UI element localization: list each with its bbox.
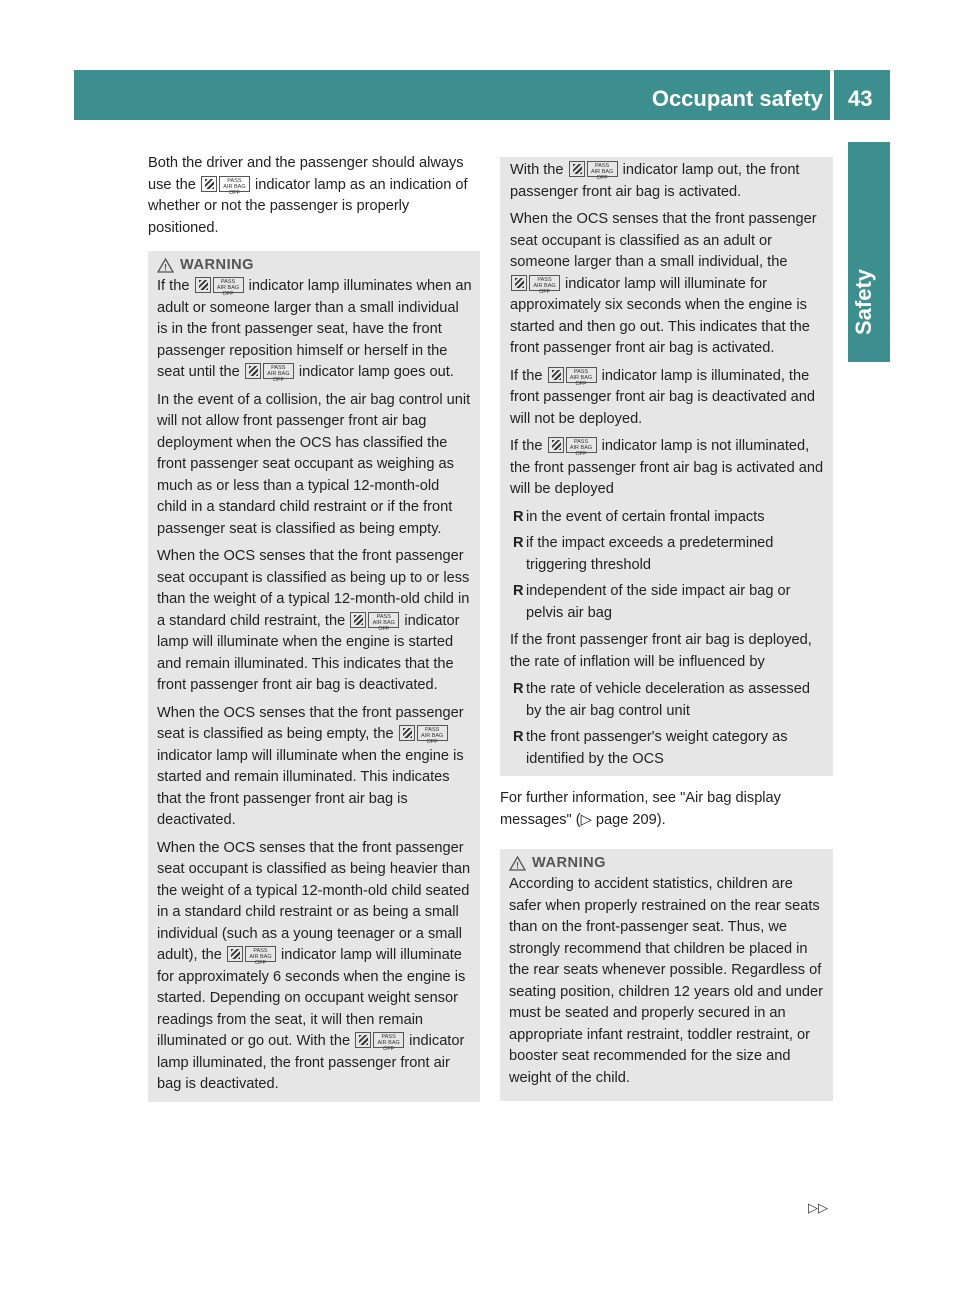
page-title: Occupant safety	[651, 86, 823, 111]
warning-heading: ! WARNING	[509, 855, 825, 871]
pass-air-bag-off-indicator-icon: PASS AIR BAG OFF	[511, 275, 560, 291]
pass-air-bag-off-indicator-icon: PASS AIR BAG OFF	[350, 612, 399, 628]
page-number: 43	[848, 86, 873, 111]
warning-box	[148, 251, 480, 1102]
info-paragraph: When the OCS senses that the front passenger seat occupant is classified as an adult or someone larger than a small individual, the PASS AIR BAG OFF indicator lamp will illuminate for approximately six seconds when the engine is started and then go out. This indicates that the front passenger front air bag is activated.	[510, 211, 817, 356]
warning-paragraph: According to accident statistics, children are safer when properly restrained on the rear seats than on the front-passenger seat. Thus, we strongly recommend that children be placed in the rear seats whenever possible. Regardless of seating position, children 12 years old and under must be seated and properly secured in an appropriate infant restraint, toddler restraint, or booster seat recommended for the size and weight of the child.	[509, 876, 823, 1086]
intro-paragraph: Both the driver and the passenger should always use the PASS AIR BAG OFF indicator lamp as an indication of whether or not the passenger is properly positioned.	[148, 155, 468, 236]
warning-heading: ! WARNING	[157, 257, 472, 273]
further-info-paragraph: For further information, see "Air bag display messages" (▷ page 209).	[500, 790, 781, 828]
bullet-list	[510, 507, 827, 625]
list-item: R independent of the side impact air bag or pelvis air bag	[513, 583, 791, 621]
pass-air-bag-off-indicator-icon: PASS AIR BAG OFF	[227, 946, 276, 962]
warning-paragraph: When the OCS senses that the front passenger seat occupant is classified as being up to or less than the weight of a typical 12-month-old child in a standard child restraint, the PASS AIR BAG OFF indicator lamp will illuminate when the engine is started and remain illuminated. This indicates that the front passenger front air bag is deactivated.	[157, 548, 470, 693]
warning-triangle-icon	[509, 856, 526, 871]
continue-arrows-icon: ▷▷	[808, 1200, 828, 1215]
pass-air-bag-off-indicator-icon: PASS AIR BAG OFF	[399, 725, 448, 741]
pass-air-bag-off-indicator-icon: PASS AIR BAG OFF	[548, 437, 597, 453]
svg-text:!: !	[164, 262, 167, 272]
info-box	[500, 157, 833, 776]
section-tab-label: Safety	[851, 268, 876, 335]
warning-triangle-icon	[157, 258, 174, 273]
warning-paragraph: If the PASS AIR BAG OFF indicator lamp illuminates when an adult or someone larger than a small individual is in the front passenger seat, have the front passenger reposition himself or herself in the seat until the PASS AIR BAG OFF indicator lamp goes out.	[157, 278, 472, 383]
pass-air-bag-off-indicator-icon: PASS AIR BAG OFF	[245, 363, 294, 379]
list-item: R the rate of vehicle deceleration as assessed by the air bag control unit	[513, 681, 810, 719]
pass-air-bag-off-indicator-icon: PASS AIR BAG OFF	[201, 176, 250, 192]
right-column	[500, 157, 833, 1101]
bullet-list	[510, 679, 827, 770]
list-item: R in the event of certain frontal impacts	[513, 508, 765, 525]
warning-box	[500, 849, 833, 1101]
list-item: R the front passenger's weight category as identified by the OCS	[513, 729, 788, 767]
pass-air-bag-off-indicator-icon: PASS AIR BAG OFF	[569, 161, 618, 177]
pass-air-bag-off-indicator-icon: PASS AIR BAG OFF	[548, 367, 597, 383]
info-paragraph: With the PASS AIR BAG OFF indicator lamp out, the front passenger front air bag is activated.	[510, 162, 800, 200]
info-paragraph: If the PASS AIR BAG OFF indicator lamp is illuminated, the front passenger front air bag is deactivated and will not be deployed.	[510, 367, 816, 427]
left-column	[148, 153, 480, 1102]
pass-air-bag-off-indicator-icon: PASS AIR BAG OFF	[355, 1032, 404, 1048]
warning-paragraph: When the OCS senses that the front passenger seat is classified as being empty, the PASS AIR BAG OFF indicator lamp will illuminate when the engine is started and remain illuminated. This indicates that the front passenger front air bag is deactivated.	[157, 704, 464, 828]
list-item: R if the impact exceeds a predetermined triggering threshold	[513, 535, 774, 573]
pass-air-bag-off-indicator-icon: PASS AIR BAG OFF	[195, 277, 244, 293]
info-paragraph: If the front passenger front air bag is deployed, the rate of inflation will be influenced by	[510, 632, 812, 670]
warning-paragraph: When the OCS senses that the front passenger seat occupant is classified as being heavier than the weight of a typical 12-month-old child seated in a standard child restraint or as being a small individual (such as a young teenager or a small adult), the PASS AIR BAG OFF indicator lamp will illuminate for approximately 6 seconds when the engine is started. Depending on occupant weight sensor readings from the seat, it will then remain illuminated or go out. With the PASS AIR BAG OFF indicator lamp illuminated, the front passenger front air bag is deactivated.	[157, 839, 471, 1092]
warning-paragraph: In the event of a collision, the air bag control unit will not allow front passenger front air bag deployment when the OCS has classified the front passenger seat occupant as weighing as much as or less than a typical 12-month-old child in a standard child restraint or if the front passenger seat is classified as being empty.	[157, 391, 471, 537]
svg-text:!: !	[516, 860, 519, 870]
info-paragraph: If the PASS AIR BAG OFF indicator lamp is not illuminated, the front passenger front air bag is activated and will be deployed	[510, 438, 824, 497]
